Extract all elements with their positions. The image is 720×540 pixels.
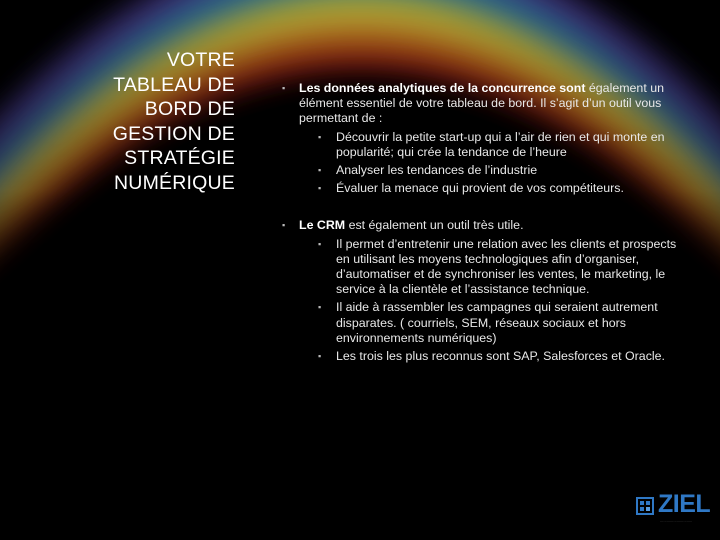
sub-bullet-text: Les trois les plus reconnus sont SAP, Salesforces et Oracle. [336,349,665,364]
bullet-competitive-analytics [282,81,682,196]
sub-bullet-text: Il aide à rassembler les campagnes qui seraient autrement disparates. ( courriels, SEM, réseaux sociaux et hors environnements numériques) [336,300,658,345]
sub-bullet [299,237,682,298]
title-line: STRATÉGIE [124,147,235,169]
sub-bullet [299,130,682,160]
bullet-icon: ▪ [318,165,322,176]
sub-bullet [299,349,682,364]
bullet-icon: ▪ [318,238,322,249]
bullet-text: également un élément essentiel de votre tableau de bord. Il s’agit d’un outil vous permettant de : [299,81,664,126]
bullet-lead: Le CRM [299,218,346,233]
bullet-crm [282,218,682,364]
sub-bullet-text: Découvrir la petite start-up qui a l’air de rien et qui monte en popularité; qui crée la tendance de l’heure [336,129,665,159]
ziel-logo [636,490,711,523]
sub-bullet-text: Évaluer la menace qui provient de vos compétiteurs. [336,181,624,196]
ziel-logo-icon [636,497,654,515]
sub-bullet-text: Analyser les tendances de l’industrie [336,163,538,178]
sub-bullet [299,181,682,196]
bullet-icon: ▪ [318,131,322,142]
bullet-icon: ▪ [318,351,322,362]
ziel-logo-text: ZIEL [658,490,711,518]
bullet-lead: Les données analytiques de la concurrence sont [299,81,586,95]
sub-bullet-text: Il permet d’entretenir une relation avec les clients et prospects en utilisant les moyens technologiques afin d’organiser, d’automatiser et de synchroniser les ventes, le marketing, le service à la clientèle et l’assistance technique. [336,236,677,297]
bullet-icon: ▪ [318,183,322,194]
title-line: BORD DE [144,98,235,120]
bullet-icon: ▪ [282,83,286,93]
title-line: NUMÉRIQUE [114,171,235,194]
sub-bullet [299,163,682,178]
sub-bullet [299,300,682,346]
bullet-icon: ▪ [282,220,286,231]
slide-body [282,81,682,364]
title-line: VOTRE [166,49,235,71]
slide-title [60,48,235,195]
bullet-icon: ▪ [318,302,322,313]
title-line: TABLEAU DE [113,73,235,96]
title-line: GESTION DE [112,122,235,145]
ziel-logo-tagline: ............................. [660,518,693,523]
bullet-text: est également un outil très utile. [345,218,524,233]
